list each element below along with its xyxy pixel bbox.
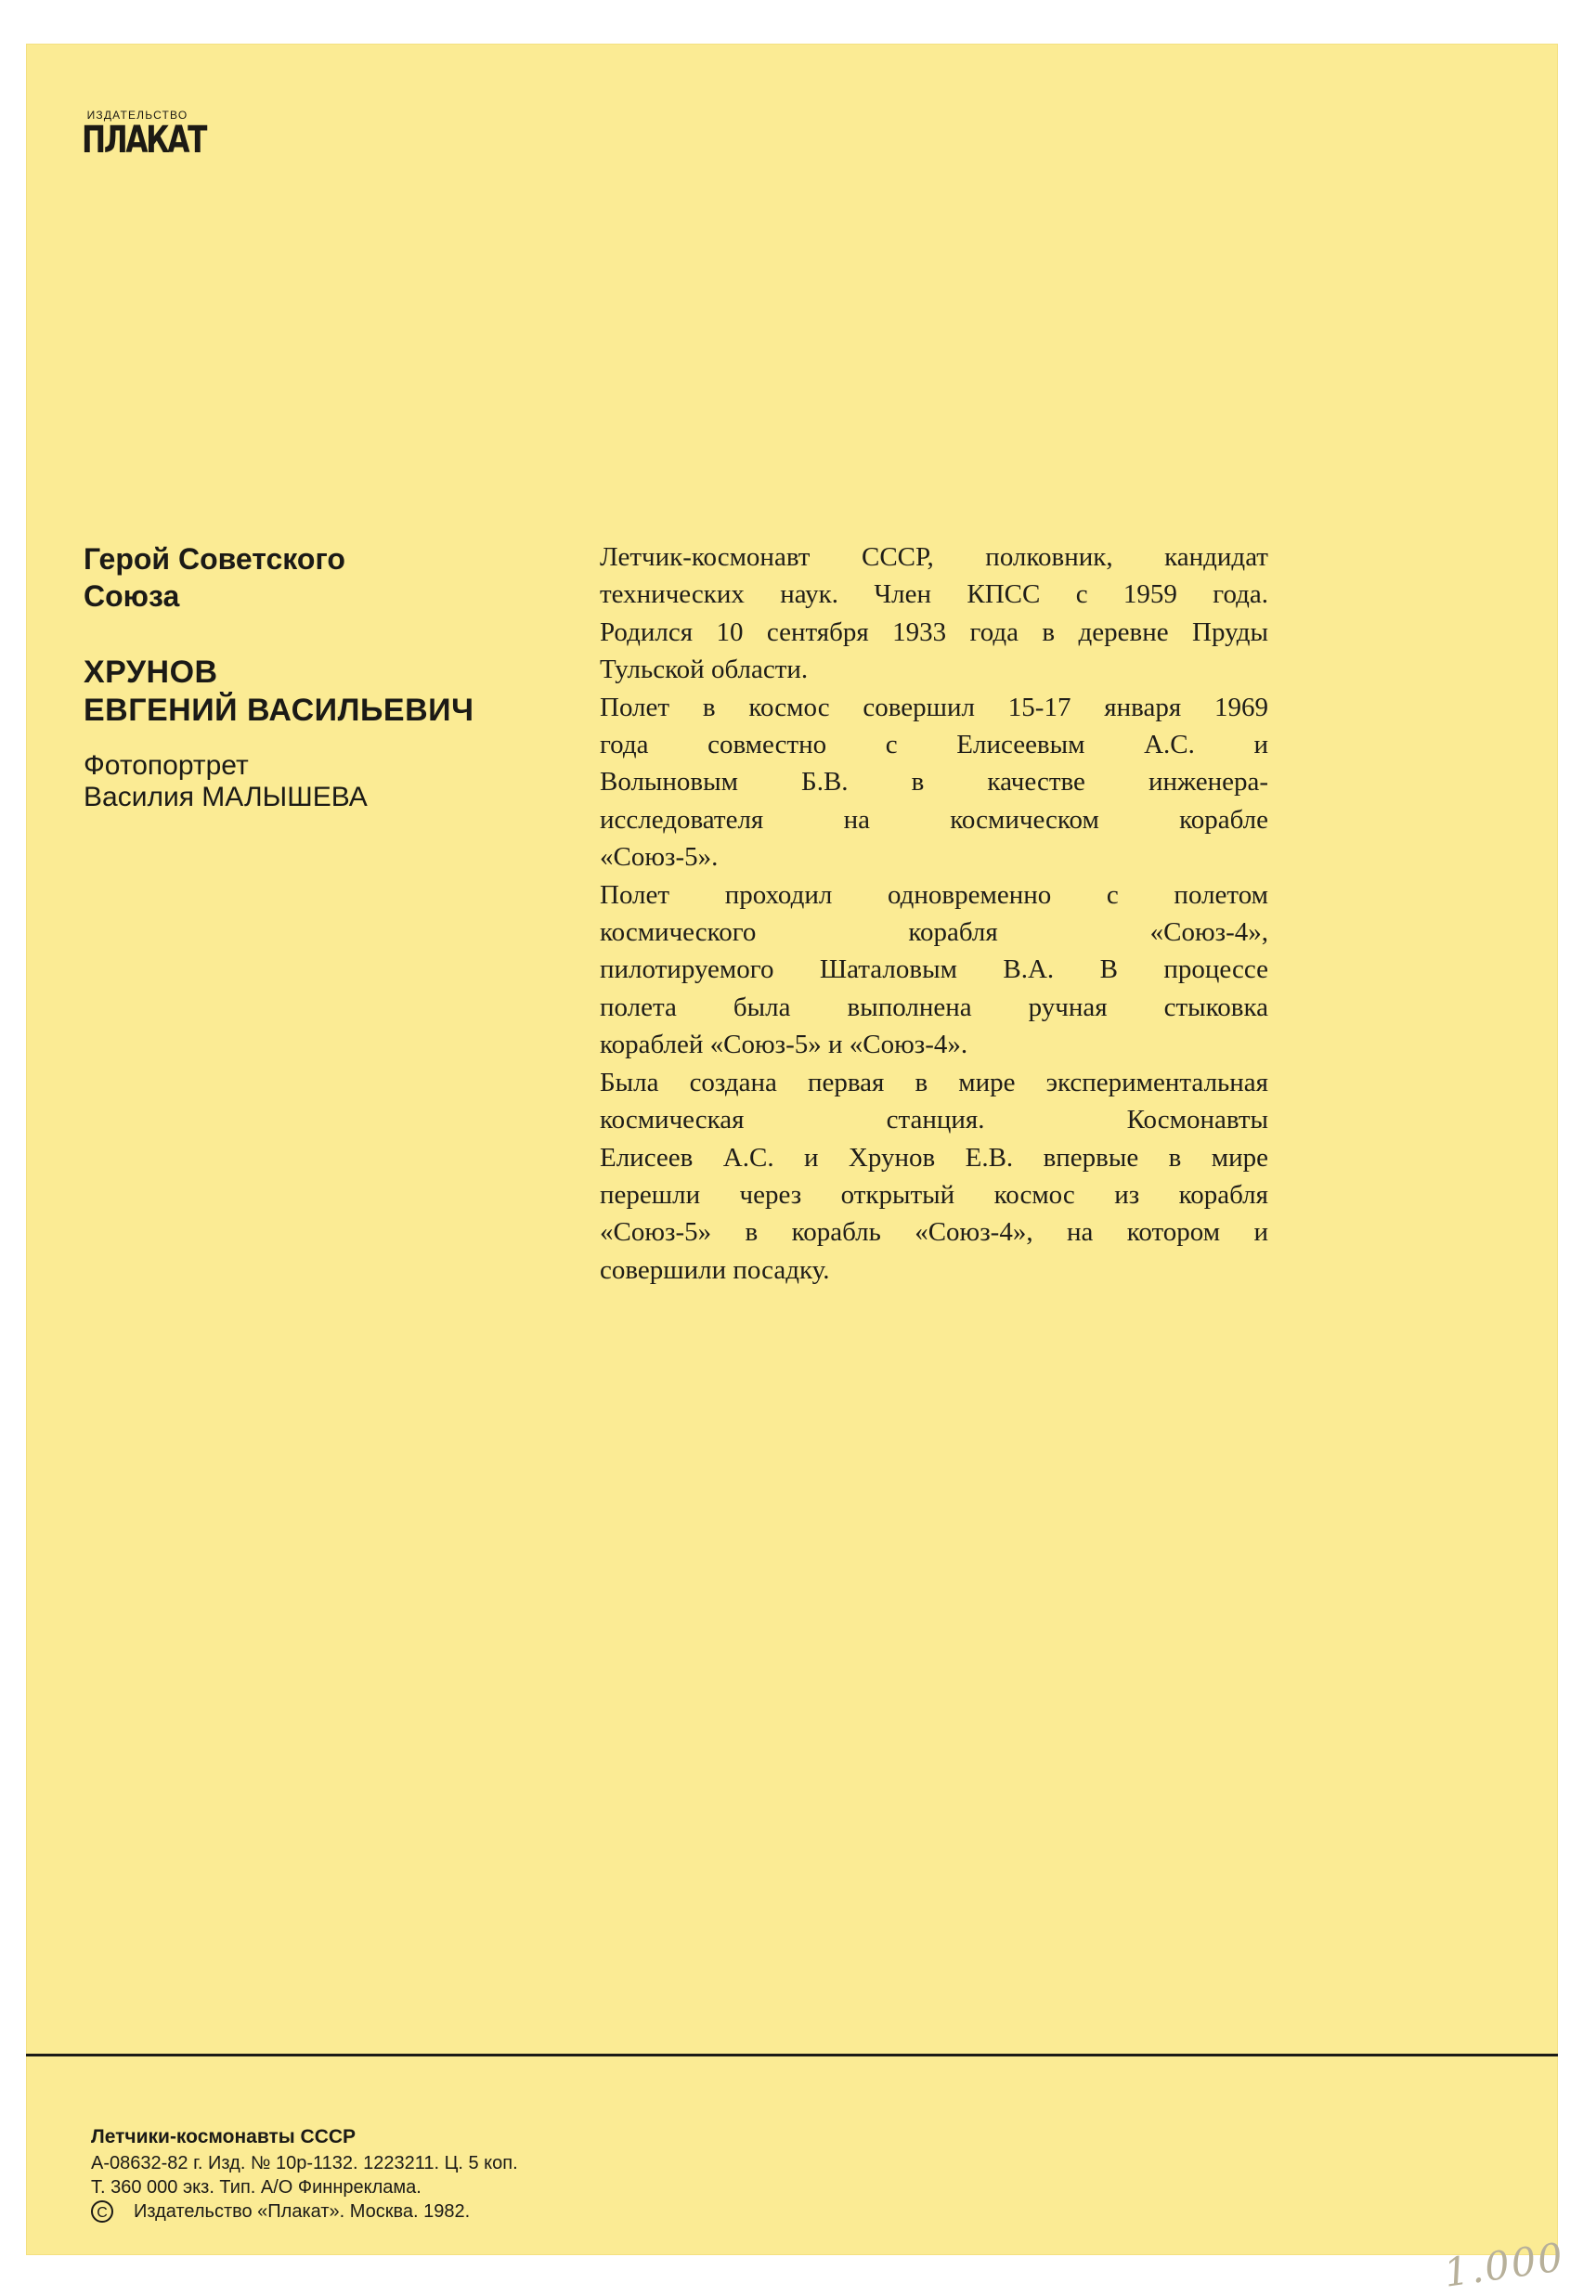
- photo-credit: [84, 750, 566, 813]
- bio-line: Летчик-космонавт СССР, полковник, кандидат: [600, 542, 1268, 572]
- footer-divider: [26, 2054, 1558, 2056]
- heading-column: [84, 540, 566, 813]
- handwritten-pencil-mark: 1.000: [1441, 2234, 1568, 2296]
- bio-line: Елисеев А.С. и Хрунов Е.В. впервые в мире: [600, 1142, 1268, 1173]
- person-name-line-1: ХРУНОВ: [84, 655, 218, 690]
- series-title: Летчики-космонавты СССР: [91, 2126, 357, 2147]
- bio-line: исследователя на космическом корабле: [600, 804, 1268, 835]
- photo-credit-line-1: Фотопортрет: [84, 750, 249, 781]
- imprint-footer: [91, 2125, 518, 2224]
- logo-top-text: ИЗДАТЕЛЬСТВО: [86, 109, 188, 122]
- publisher-logo: [82, 109, 206, 162]
- hero-title-line-1: Герой Советского: [84, 542, 345, 576]
- bio-line: технических наук. Член КПСС с 1959 года.: [600, 579, 1268, 610]
- bio-line: пилотируемого Шаталовым В.А. В процессе: [600, 954, 1268, 985]
- person-name: [84, 654, 566, 730]
- bio-line: полета была выполнена ручная стыковка: [600, 992, 1268, 1022]
- person-name-line-2: ЕВГЕНИЙ ВАСИЛЬЕВИЧ: [84, 693, 474, 728]
- imprint-line-1: А-08632-82 г. Изд. № 10р-1132. 1223211. Ц. 5 коп.: [91, 2153, 518, 2173]
- bio-line: Полет проходил одновременно с полетом: [600, 879, 1268, 910]
- bio-line: перешли через открытый космос из корабля: [600, 1179, 1268, 1210]
- bio-line: Была создана первая в мире экспериментальная: [600, 1067, 1268, 1097]
- bio-line: совершили посадку.: [600, 1254, 830, 1285]
- publisher-copyright-text: Издательство «Плакат». Москва. 1982.: [134, 2201, 471, 2222]
- bio-line: космическая станция. Космонавты: [600, 1105, 1268, 1135]
- bio-line: года совместно с Елисеевым А.С. и: [600, 730, 1268, 760]
- bio-line: кораблей «Союз-5» и «Союз-4».: [600, 1030, 968, 1060]
- bio-line: «Союз-5».: [600, 842, 719, 873]
- logo-main-text: ПЛАКАТ: [82, 119, 206, 162]
- bio-line: Тульской области.: [600, 655, 809, 685]
- bio-line: Полет в космос совершил 15-17 января 1969: [600, 692, 1268, 722]
- hero-title: [84, 540, 566, 615]
- bio-line: космического корабля «Союз-4»,: [600, 917, 1268, 948]
- biography-text: [600, 538, 1268, 1289]
- bio-line: «Союз-5» в корабль «Союз-4», на котором и: [600, 1217, 1268, 1248]
- bio-line: Родился 10 сентября 1933 года в деревне Пруды: [600, 616, 1268, 647]
- photo-credit-line-2: Василия МАЛЫШЕВА: [84, 782, 368, 812]
- bio-line: Волыновым Б.В. в качестве инженера-: [600, 767, 1268, 798]
- copyright-icon: C: [91, 2200, 113, 2223]
- imprint-line-2: Т. 360 000 экз. Тип. А/О Финнреклама.: [91, 2177, 422, 2198]
- hero-title-line-2: Союза: [84, 579, 180, 613]
- imprint-line-3: [91, 2199, 518, 2224]
